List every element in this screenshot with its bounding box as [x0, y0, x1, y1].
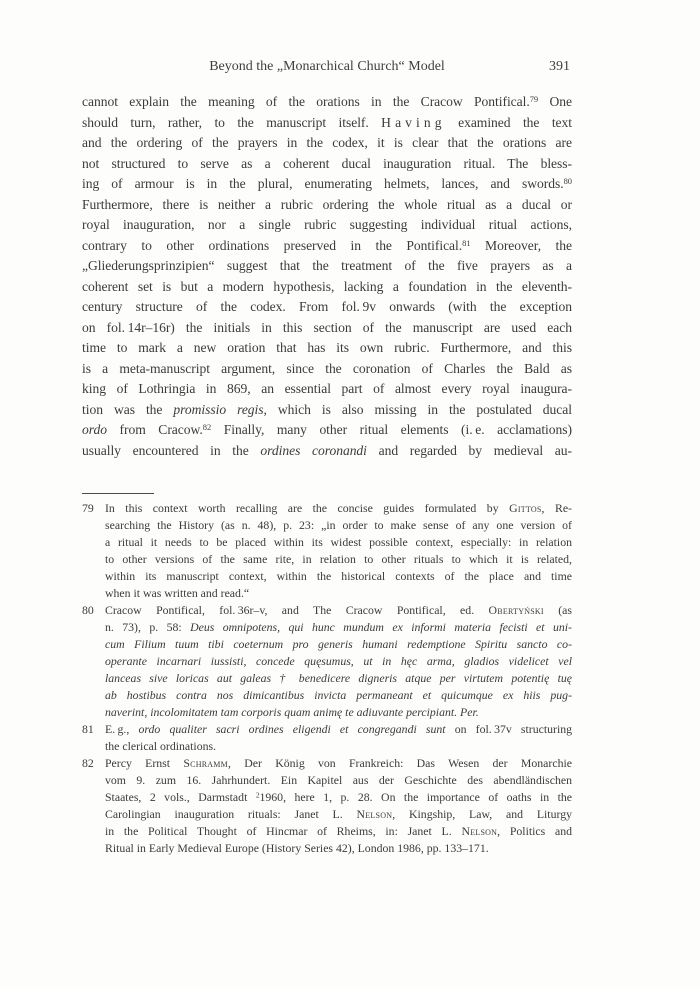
text-run: ing of armour is in the plural, enumerating helmets, lances, and swords. [82, 176, 564, 191]
body-text-line [82, 133, 572, 154]
text-run: promissio regis [173, 401, 264, 417]
text-run: Ritual in Early Medieval Europe (History Series 42), London 1986, pp. 133–171. [105, 841, 489, 855]
footnote-number: 79 [82, 501, 94, 515]
footnote-line [105, 500, 572, 517]
text-run: Nelson [356, 807, 393, 821]
text-run: and regarded by medieval au- [366, 442, 572, 458]
text-run: (as [543, 603, 572, 617]
text-run: when it was written and read.“ [105, 586, 250, 600]
text-run: ordines coronandi [260, 442, 367, 458]
footnote-separator [82, 493, 154, 494]
text-run: Cracow Pontifical, fol. 36r–v, and The Cracow Pontifical, ed. [105, 603, 489, 617]
text-run: Having [381, 114, 446, 130]
body-text-line [82, 174, 572, 195]
footnote-line [105, 568, 572, 585]
body-text-line [82, 113, 572, 134]
footnote-line [105, 755, 572, 772]
footnote-line [105, 738, 572, 755]
body-text-line [82, 420, 572, 441]
footnote-line [105, 517, 572, 534]
text-run: cannot explain the meaning of the orations in the Cracow Pontifical. [82, 94, 530, 109]
footnote-line [105, 585, 572, 602]
text-run: E. g., [105, 722, 139, 736]
footnote-81 [82, 721, 572, 755]
footnote-line [105, 534, 572, 551]
text-run: vom 9. zum 16. Jahrhundert. Ein Kapitel aus der Geschichte des abendländischen [105, 773, 572, 787]
footnote-82 [82, 755, 572, 857]
text-run: , Der König von Frankreich: Das Wesen der Monarchie [228, 756, 572, 770]
text-run: n. 73), p. 58: [105, 620, 191, 634]
footnote-line [105, 806, 572, 823]
footnote-line [105, 551, 572, 568]
text-run: Furthermore, there is neither a rubric ordering the whole ritual as a ducal or [82, 196, 572, 212]
page-number: 391 [549, 59, 570, 74]
running-head [82, 59, 572, 79]
text-run: within its manuscript context, within the historical contexts of the place and time [105, 569, 572, 583]
footnote-line [105, 670, 572, 687]
text-run: ordo qualiter sacri ordines eligendi et congregandi sunt [138, 722, 446, 736]
footnote-line [105, 636, 572, 653]
text-run: Schramm [183, 756, 229, 770]
text-run: from Cracow. [106, 422, 203, 437]
text-run: Staates, 2 vols., Darmstadt [105, 790, 256, 804]
text-run: century structure of the codex. From fol. 9v onwards (with the exception [82, 299, 572, 314]
text-run: „Gliederungsprinzipien“ suggest that the treatment of the five prayers as a [82, 258, 572, 273]
body-text-line [82, 318, 572, 339]
text-run: Deus omnipotens, qui hunc mundum ex informi materia fecisti et uni- [190, 620, 572, 634]
footnote-marker: 80 [563, 175, 572, 186]
text-run: time to mark a new oration that has its own rubric. Furthermore, and this [82, 340, 572, 355]
text-run: is a meta-manuscript argument, since the coronation of Charles the Bald as [82, 360, 572, 376]
text-run: ab hostibus contra nos dimicantibus invicta permaneant et quicumque ex hiis pug- [105, 688, 572, 702]
body-text [82, 92, 572, 461]
body-text-line [82, 297, 572, 318]
footnote-number: 82 [82, 756, 94, 770]
text-run: Finally, many other ritual elements (i. e. acclamations) [211, 422, 572, 437]
text-run: operante incarnari iussisti, concede quęsumus, ut in hęc arma, gladios videlicet vel [105, 654, 572, 668]
body-text-line [82, 359, 572, 380]
text-run: Gittos [509, 501, 542, 515]
text-run: coherent set is but a modern hypothesis, lacking a foundation in the eleventh- [82, 278, 572, 294]
body-text-line [82, 215, 572, 236]
text-run: Percy Ernst [105, 756, 184, 770]
body-text-line [82, 195, 572, 216]
text-run: One [538, 94, 572, 109]
footnote-number: 80 [82, 603, 94, 617]
text-run: examined the text [445, 114, 572, 130]
footnote-line [105, 823, 572, 840]
body-text-line [82, 441, 572, 462]
running-head-title: Beyond the „Monarchical Church“ Model [209, 59, 445, 74]
text-run: contrary to other ordinations preserved in the Pontifical. [82, 237, 463, 253]
text-run: naverint, incolomitatem tam corporis quam animę te adiuvante percipiant. Per. [105, 705, 479, 719]
text-run: cum Filium tuum tibi coeternum pro generis humani redemptione Spiritu sancto co- [105, 637, 572, 651]
text-run: the clerical ordinations. [105, 739, 217, 753]
body-text-line [82, 277, 572, 298]
text-run: searching the History (as n. 48), p. 23: „in order to make sense of any one version of [105, 518, 572, 532]
footnote-marker: 82 [202, 421, 212, 432]
footnote-line [105, 687, 572, 704]
footnote-line [105, 704, 572, 721]
footnote-line [105, 602, 572, 619]
footnote-marker: 81 [462, 237, 471, 248]
text-run: on fol. 37v structuring [445, 722, 573, 736]
text-run: , which is also missing in the postulated ducal [263, 401, 572, 417]
body-text-line [82, 400, 572, 421]
footnote-marker: 79 [529, 93, 539, 104]
footnote-line [105, 840, 572, 857]
footnote-line [105, 653, 572, 670]
text-run: royal inauguration, nor a single rubric suggesting individual ritual actions, [82, 217, 572, 232]
footnote-line [105, 721, 572, 738]
footnote-marker: 2 [255, 790, 260, 800]
footnote-line [105, 772, 572, 789]
text-run: in the Political Thought of Hincmar of Rheims, in: Janet L. [105, 824, 462, 838]
footnotes-section [82, 500, 572, 857]
text-run: ordo [82, 422, 107, 437]
text-run: tion was the [82, 401, 174, 417]
footnote-line [105, 619, 572, 636]
footnote-80 [82, 602, 572, 721]
text-run: king of Lothringia in 869, an essential part of almost every royal inaugura- [82, 381, 572, 396]
text-run: , Kingship, Law, and Liturgy [392, 807, 572, 821]
body-text-line [82, 154, 572, 175]
footnote-line [105, 789, 572, 806]
text-run: a ritual it needs to be placed within its widest possible context, especially: in relation [105, 535, 572, 549]
text-run: , Politics and [497, 824, 572, 838]
body-text-line [82, 256, 572, 277]
body-text-line [82, 379, 572, 400]
footnote-79 [82, 500, 572, 602]
text-run: Obertyński [488, 603, 544, 617]
body-text-line [82, 92, 572, 113]
text-run: Nelson [461, 824, 498, 838]
text-run: Carolingian inauguration rituals: Janet L. [105, 807, 357, 821]
body-text-line [82, 236, 572, 257]
text-run: 1960, here 1, p. 28. On the importance of oaths in the [259, 790, 573, 804]
text-run: , Re- [541, 501, 572, 515]
text-run: to other versions of the same rite, in relation to other rituals to which it is related, [105, 552, 572, 566]
text-run: usually encountered in the [82, 442, 261, 458]
text-run: on fol. 14r–16r) the initials in this section of the manuscript are used each [82, 319, 572, 335]
text-run: and the ordering of the prayers in the codex, it is clear that the orations are [82, 135, 572, 150]
text-run: should turn, rather, to the manuscript itself. [82, 114, 382, 130]
body-text-line [82, 338, 572, 359]
footnote-number: 81 [82, 722, 94, 736]
text-run: In this context worth recalling are the concise guides formulated by [105, 501, 510, 515]
text-run: lanceas sive loricas aut galeas † benedicere digneris atque per virtutem potentię tuę [105, 671, 572, 685]
text-run: not structured to serve as a coherent ducal inauguration ritual. The bless- [82, 155, 572, 171]
text-run: Moreover, the [470, 237, 572, 253]
